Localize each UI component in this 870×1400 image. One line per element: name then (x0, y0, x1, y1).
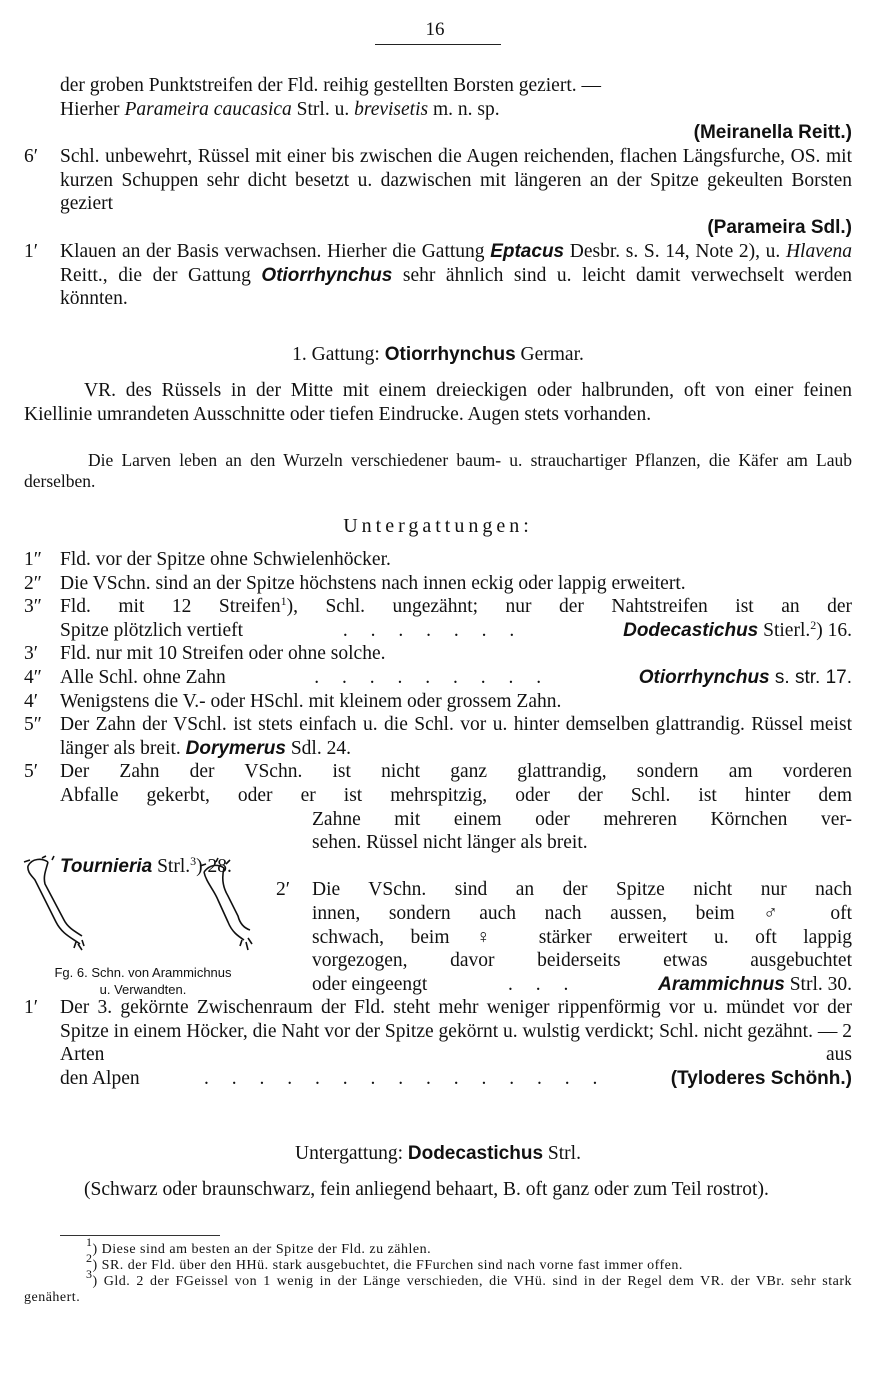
leader-dots: . . . . . . . . . . . . . . . (204, 1068, 607, 1090)
author: Sdl. 24. (285, 737, 351, 759)
heading-genus: Dodecastichus (407, 1143, 544, 1164)
key-text (60, 240, 852, 311)
text: innen, sondern auch nach aussen, beim ♂ oft (312, 902, 852, 924)
key-entry-1p (24, 996, 852, 1090)
intro-text: Hierher (60, 98, 125, 120)
text: schwach, beim ♀ stärker erweitert u. oft lappig (312, 926, 852, 948)
tibia-drawing-left (24, 856, 84, 950)
leader-dots: . . . (508, 973, 578, 995)
subgenera-key (24, 548, 852, 1091)
text: Der 3. gekörnte Zwischenraum der Fld. steht mehr weniger rippenförmig vor u. mündet vor der Spitze in einem Höcker, die Naht vor der Spitze gekörnt u. wulstig verdickt; Schl. nicht gezähnt. — 2 Arten aus (60, 997, 852, 1066)
larvae-note: Die Larven leben an den Wurzeln verschiedener baum- u. strauchartiger Pflanzen, die Käfer am Laub derselben. (24, 450, 852, 491)
genus-dorymerus: Dorymerus (185, 737, 286, 759)
text: vorgezogen, davor beiderseits etwas ausgebuchtet (312, 950, 852, 972)
genus-hlavena: Hlavena (785, 241, 852, 262)
key-entry-3 (24, 595, 852, 642)
footnote-mark: 1 (86, 1235, 93, 1249)
footnote-mark: 3 (86, 1267, 93, 1281)
key-text: Die VSchn. sind an der Spitze höchstens nach innen eckig oder lappig erweitert. (60, 572, 686, 594)
text: oder eingeengt (312, 973, 428, 995)
key-number: 4′ (24, 690, 39, 712)
key-entry-1 (24, 548, 852, 572)
genus-dodecastichus: Dodecastichus (623, 619, 759, 641)
author: s. str. 17. (769, 666, 852, 688)
footnote-text: ) Gld. 2 der FGeissel von 1 wenig in der Länge verschieden, die VHü. sind in der Regel dem VR. der VBr. sehr stark genähert. (24, 1274, 852, 1305)
heading-prefix: Untergattung: (295, 1143, 408, 1164)
key-entry-1p-top (24, 240, 852, 311)
footnote-3 (24, 1267, 852, 1306)
text: Abfalle gekerbt, oder er ist mehrspitzig, oder der Schl. ist hinter dem (60, 784, 852, 806)
heading-genus: Otiorrhynchus (384, 344, 516, 365)
genus-eptacus: Eptacus (490, 241, 565, 262)
figure-front-tibia-drawings (18, 852, 268, 952)
author: Strl. (152, 855, 191, 877)
key-text: Fld. nur mit 10 Streifen oder ohne solche. (60, 643, 386, 665)
key-entry-5 (24, 713, 852, 760)
key-number: 3′ (24, 643, 39, 665)
text: Klauen an der Basis verwachsen. Hierher die Gattung (60, 241, 491, 262)
intro-line-1: der groben Punktstreifen der Fld. reihig gestellten Borsten geziert. — (60, 75, 601, 96)
key-number: 6′ (24, 146, 39, 167)
footnote-ref: 3 (190, 853, 197, 868)
genus-arammichnus: Arammichnus (658, 973, 785, 995)
footnote-text: ) Diese sind am besten an der Spitze der Fld. zu zählen. (92, 1242, 432, 1257)
text: Der Zahn der VSchl. ist stets einfach u. die Schl. vor u. hinter demselben glattrandig. Rüssel meist länger als breit. (60, 714, 852, 759)
key-text (312, 878, 852, 996)
key-number: 2′ (276, 879, 291, 901)
leader-dots: . . . . . . . . . (314, 666, 551, 688)
key-text (60, 713, 852, 760)
text: Fld. mit 12 Streifen (60, 596, 281, 618)
text: Zahne mit einem oder mehreren Körnchen ver- (312, 808, 852, 830)
key-entry-2 (24, 572, 852, 596)
text: sehen. Rüssel nicht länger als breit. (312, 832, 588, 854)
intro-text: m. n. sp. (428, 98, 500, 120)
genus-otiorrhynchus: Otiorrhynchus (638, 666, 770, 688)
genus-otiorrhynchus: Otiorrhynchus (261, 264, 393, 286)
result-parameira: (Parameira Sdl.) (707, 216, 852, 238)
intro-text: Strl. u. (291, 98, 355, 120)
footnote-1 (24, 1235, 852, 1258)
footnote-2 (24, 1251, 852, 1274)
text: ), Schl. ungezähnt; nur der Nahtstreifen ist an der (286, 596, 852, 618)
tibia-drawing-right (200, 858, 252, 950)
species-caucasica: Parameira caucasica (124, 98, 292, 120)
leader-dots: . . . . . . . (342, 619, 524, 641)
caption-line: Fg. 6. Schn. von Arammichnus (54, 965, 232, 980)
key-text (60, 595, 852, 642)
key-text: Alle Schl. ohne Zahn (60, 666, 226, 688)
heading-prefix: 1. Gattung: (292, 344, 385, 365)
footnote-text: ) SR. der Fld. über den HHü. stark ausgebuchtet, die FFurchen sind nach vorne fast immer offen. (92, 1258, 683, 1273)
key-number: 5″ (24, 714, 42, 736)
text: Spitze plötzlich vertieft (60, 619, 244, 641)
key-number: 1′ (24, 997, 39, 1019)
heading-author: Strl. (543, 1143, 581, 1164)
page-number: 16 (425, 19, 445, 40)
result-tyloderes: (Tyloderes Schönh.) (670, 1068, 852, 1090)
text: Desbr. s. S. 14, Note 2), u. (564, 241, 786, 262)
text: Reitt., die der Gattung (60, 264, 262, 286)
author: Strl. 30. (784, 973, 852, 995)
subgenus-description: (Schwarz oder braunschwarz, fein anliegend behaart, B. oft ganz oder zum Teil rostrot). (84, 1179, 769, 1200)
header-rule (375, 44, 501, 45)
key-number: 2″ (24, 572, 42, 594)
key-number: 1″ (24, 549, 42, 570)
species-brevisetis: brevisetis (354, 98, 429, 120)
key-number: 3″ (24, 596, 42, 618)
result-meiranella: (Meiranella Reitt.) (693, 122, 852, 144)
key-number: 1′ (24, 241, 39, 262)
genus-heading (24, 343, 852, 367)
heading-author: Germar. (515, 344, 584, 365)
footnote-mark: 2 (86, 1251, 93, 1265)
key-entry-6p (24, 145, 852, 239)
intro-line-2 (24, 98, 852, 122)
key-text (60, 996, 852, 1090)
footnote-rule (60, 1235, 220, 1236)
genus-description: VR. des Rüssels in der Mitte mit einem dreieckigen oder halbrunden, oft von einer feinen Kiellinie umrandeten Ausschnitte oder tiefen Eindrucke. Augen stets vorhanden. (24, 380, 852, 425)
key-number: 4″ (24, 666, 42, 688)
caption-line: u. Verwandten. (99, 982, 187, 997)
author: Stierl. (758, 619, 811, 641)
text: Der Zahn der VSchn. ist nicht ganz glattrandig, sondern am vorderen (60, 761, 852, 783)
key-text: Schl. unbewehrt, Rüssel mit einer bis zwischen die Augen reichenden, flachen Längsfurche, OS. mit kurzen Schuppen sehr dicht besetzt u. dazwischen mit längeren an der Spitze gekeulten Borsten geziert (60, 146, 852, 215)
text: sehr ähnlich sind u. leicht damit verwechselt werden könnten. (60, 264, 852, 310)
footnotes (24, 1235, 852, 1306)
genus-tournieria: Tournieria (60, 855, 153, 877)
footnote-ref: 1 (280, 594, 287, 609)
key-text: Fld. vor der Spitze ohne Schwielenhöcker. (60, 549, 391, 570)
text: Die VSchn. sind an der Spitze nicht nur nach (312, 879, 852, 901)
key-number: 5′ (24, 761, 39, 783)
footnote-ref: 2 (810, 617, 817, 632)
intro-continuation (24, 74, 852, 145)
key-entry-4 (24, 666, 852, 690)
figure-caption (18, 964, 268, 998)
page-ref: ) 28. (196, 855, 232, 877)
key-entry-3p (24, 642, 852, 666)
text: den Alpen (60, 1068, 140, 1090)
key-text: Wenigstens die V.- oder HSchl. mit kleinem oder grossem Zahn. (60, 690, 562, 712)
subgenus-heading (24, 1142, 852, 1166)
page-ref: ) 16. (816, 619, 852, 641)
key-entry-4p (24, 690, 852, 714)
subgenera-heading: Untergattungen: (343, 515, 533, 537)
